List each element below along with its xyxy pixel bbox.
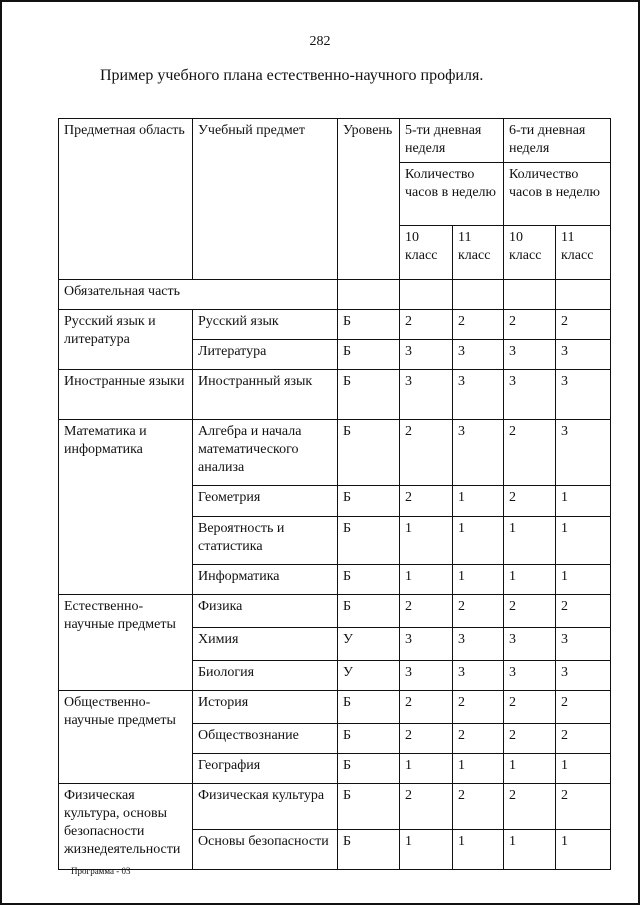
section-empty-cell [453, 280, 504, 310]
subject-row [59, 370, 611, 420]
level-cell: Б [338, 724, 400, 754]
section-label: Обязательная часть [59, 280, 338, 310]
header-week-5: 5-ти дневная неделя [400, 119, 504, 163]
level-cell: Б [338, 370, 400, 420]
hours-cell: 2 [400, 691, 453, 724]
page-number: 282 [309, 34, 331, 49]
area-cell: Физическая культура, основы безопасности жизнедеятельности [59, 784, 193, 870]
hours-cell: 3 [504, 661, 556, 691]
area-cell: Русский язык и литература [59, 310, 193, 370]
hours-cell: 2 [556, 691, 611, 724]
hours-cell: 1 [504, 517, 556, 565]
hours-cell: 3 [556, 420, 611, 486]
hours-cell: 1 [556, 486, 611, 517]
hours-cell: 1 [400, 517, 453, 565]
hours-cell: 3 [453, 420, 504, 486]
subject-row [59, 310, 611, 340]
hours-cell: 2 [556, 724, 611, 754]
hours-cell: 3 [556, 370, 611, 420]
hours-cell: 3 [453, 340, 504, 370]
hours-cell: 1 [556, 830, 611, 870]
header-grade-10-week5: 10 класс [400, 226, 453, 280]
section-empty-cell [338, 280, 400, 310]
hours-cell: 2 [453, 784, 504, 830]
subject-cell: Алгебра и начала математического анализа [193, 420, 338, 486]
subject-cell: Русский язык [193, 310, 338, 340]
area-cell: Математика и информатика [59, 420, 193, 595]
hours-cell: 2 [504, 595, 556, 628]
header-week-6: 6-ти дневная неделя [504, 119, 611, 163]
header-grade-11-week6: 11 класс [556, 226, 611, 280]
subject-cell: Иностранный язык [193, 370, 338, 420]
header-hours-6: Количество часов в неделю [504, 163, 611, 226]
hours-cell: 2 [400, 724, 453, 754]
hours-cell: 2 [556, 784, 611, 830]
curriculum-table [58, 118, 611, 870]
subject-cell: Информатика [193, 565, 338, 595]
hours-cell: 1 [504, 565, 556, 595]
area-cell: Иностранные языки [59, 370, 193, 420]
hours-cell: 2 [556, 310, 611, 340]
hours-cell: 1 [556, 565, 611, 595]
hours-cell: 2 [504, 724, 556, 754]
hours-cell: 1 [556, 754, 611, 784]
hours-cell: 1 [504, 754, 556, 784]
footer-text: Программа - 03 [71, 866, 131, 876]
level-cell: Б [338, 517, 400, 565]
subject-cell: Физическая культура [193, 784, 338, 830]
hours-cell: 2 [453, 724, 504, 754]
header-row [59, 119, 611, 163]
subject-cell: История [193, 691, 338, 724]
hours-cell: 2 [400, 595, 453, 628]
subject-row [59, 595, 611, 628]
header-level: Уровень [338, 119, 400, 280]
hours-cell: 2 [453, 691, 504, 724]
curriculum-table-body [59, 119, 611, 870]
subject-cell: Литература [193, 340, 338, 370]
header-hours-5: Количество часов в неделю [400, 163, 504, 226]
level-cell: Б [338, 691, 400, 724]
level-cell: У [338, 661, 400, 691]
subject-cell: Физика [193, 595, 338, 628]
hours-cell: 1 [453, 565, 504, 595]
document-title: Пример учебного плана естественно-научного профиля. [100, 67, 484, 84]
level-cell: Б [338, 420, 400, 486]
hours-cell: 2 [556, 595, 611, 628]
subject-row [59, 784, 611, 830]
level-cell: У [338, 628, 400, 661]
hours-cell: 1 [400, 830, 453, 870]
subject-row [59, 691, 611, 724]
hours-cell: 1 [400, 754, 453, 784]
hours-cell: 1 [453, 754, 504, 784]
section-empty-cell [504, 280, 556, 310]
subject-cell: Вероятность и статистика [193, 517, 338, 565]
hours-cell: 2 [504, 691, 556, 724]
subject-cell: Геометрия [193, 486, 338, 517]
hours-cell: 1 [556, 517, 611, 565]
area-cell: Естественно-научные предметы [59, 595, 193, 691]
hours-cell: 2 [504, 784, 556, 830]
hours-cell: 2 [400, 420, 453, 486]
hours-cell: 2 [504, 310, 556, 340]
hours-cell: 3 [556, 628, 611, 661]
hours-cell: 2 [453, 310, 504, 340]
hours-cell: 1 [400, 565, 453, 595]
hours-cell: 3 [400, 661, 453, 691]
level-cell: Б [338, 486, 400, 517]
subject-cell: Химия [193, 628, 338, 661]
subject-cell: Биология [193, 661, 338, 691]
hours-cell: 3 [453, 628, 504, 661]
subject-cell: География [193, 754, 338, 784]
hours-cell: 3 [453, 661, 504, 691]
section-empty-cell [556, 280, 611, 310]
hours-cell: 3 [504, 340, 556, 370]
hours-cell: 2 [400, 784, 453, 830]
header-grade-11-week5: 11 класс [453, 226, 504, 280]
hours-cell: 3 [400, 340, 453, 370]
level-cell: Б [338, 784, 400, 830]
hours-cell: 1 [453, 830, 504, 870]
level-cell: Б [338, 310, 400, 340]
hours-cell: 3 [400, 370, 453, 420]
subject-cell: Основы безопасности [193, 830, 338, 870]
hours-cell: 3 [504, 628, 556, 661]
section-empty-cell [400, 280, 453, 310]
level-cell: Б [338, 595, 400, 628]
subject-cell: Обществознание [193, 724, 338, 754]
hours-cell: 1 [504, 830, 556, 870]
level-cell: Б [338, 340, 400, 370]
hours-cell: 1 [453, 517, 504, 565]
hours-cell: 3 [556, 661, 611, 691]
hours-cell: 3 [400, 628, 453, 661]
section-row [59, 280, 611, 310]
hours-cell: 3 [556, 340, 611, 370]
hours-cell: 2 [453, 595, 504, 628]
header-grade-10-week6: 10 класс [504, 226, 556, 280]
hours-cell: 3 [453, 370, 504, 420]
hours-cell: 3 [504, 370, 556, 420]
header-area: Предметная область [59, 119, 193, 280]
area-cell: Общественно-научные предметы [59, 691, 193, 784]
subject-row [59, 420, 611, 486]
level-cell: Б [338, 754, 400, 784]
hours-cell: 1 [453, 486, 504, 517]
level-cell: Б [338, 565, 400, 595]
hours-cell: 2 [400, 310, 453, 340]
header-subject: Учебный предмет [193, 119, 338, 280]
hours-cell: 2 [504, 420, 556, 486]
hours-cell: 2 [504, 486, 556, 517]
hours-cell: 2 [400, 486, 453, 517]
level-cell: Б [338, 830, 400, 870]
